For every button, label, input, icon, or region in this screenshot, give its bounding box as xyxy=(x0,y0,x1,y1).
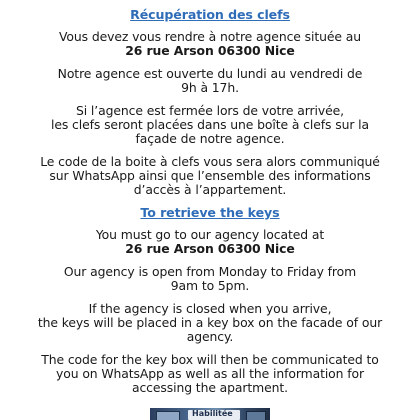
french-heading: Récupération des clefs xyxy=(130,7,290,22)
english-closed-paragraph xyxy=(0,302,420,344)
french-code-line-1: Le code de la boite à clefs vous sera alors communiqué xyxy=(40,154,380,169)
english-hours-line-1: Our agency is open from Monday to Friday from xyxy=(63,264,357,279)
english-closed-line-3: agency. xyxy=(186,329,234,344)
english-address-intro: You must go to our agency located at xyxy=(95,227,325,242)
english-hours-line-2: 9am to 5pm. xyxy=(170,278,250,293)
french-closed-line-3: façade de notre agence. xyxy=(135,131,285,146)
english-hours-paragraph xyxy=(0,265,420,293)
french-address: 26 rue Arson 06300 Nice xyxy=(125,43,295,58)
english-address-paragraph xyxy=(0,228,420,256)
french-hours-line-2: 9h à 17h. xyxy=(181,80,239,95)
english-code-line-1: The code for the key box will then be communicated to xyxy=(41,352,379,367)
french-address-intro: Vous devez vous rendre à notre agence située au xyxy=(59,29,361,44)
french-hours-line-1: Notre agence est ouverte du lundi au vendredi de xyxy=(57,66,363,81)
agency-storefront-photo xyxy=(150,408,270,420)
english-heading: To retrieve the keys xyxy=(140,205,280,220)
english-code-line-2: you on WhatsApp as well as all the information for xyxy=(56,366,364,381)
french-address-paragraph xyxy=(0,30,420,58)
french-closed-line-1: Si l’agence est fermée lors de votre arrivée, xyxy=(75,103,345,118)
french-code-paragraph xyxy=(0,155,420,197)
english-code-paragraph xyxy=(0,353,420,395)
french-hours-paragraph xyxy=(0,67,420,95)
english-address: 26 rue Arson 06300 Nice xyxy=(125,241,295,256)
english-closed-line-2: the keys will be placed in a key box on the facade of our xyxy=(37,315,383,330)
french-closed-line-2: les clefs seront placées dans une boîte à clefs sur la xyxy=(50,117,369,132)
french-closed-paragraph xyxy=(0,104,420,146)
english-code-line-3: accessing the apartment. xyxy=(131,380,289,395)
english-closed-line-1: If the agency is closed when you arrive, xyxy=(88,301,332,316)
storefront-window-right xyxy=(246,411,266,420)
french-code-line-2: sur WhatsApp ainsi que l’ensemble des informations xyxy=(49,168,371,183)
storefront-window-left xyxy=(156,411,180,420)
french-code-line-3: d’accès à l’appartement. xyxy=(133,182,287,197)
storefront-sign-text: Habilitée xyxy=(192,409,233,418)
